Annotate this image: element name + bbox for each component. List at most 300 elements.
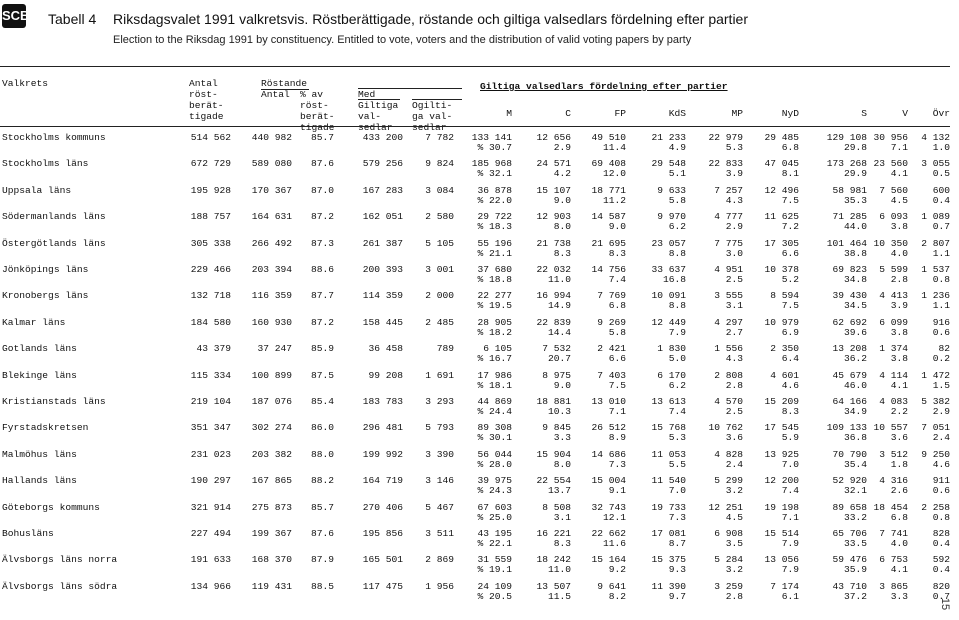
party-votes-value: 12 200 [764, 475, 799, 487]
party-votes-value: 43 710 [832, 580, 867, 592]
party-pct-value: % 22.1 [477, 538, 512, 549]
party-votes-value: 5 284 [714, 554, 743, 566]
rostande-antal-value: 203 382 [251, 448, 292, 460]
party-votes-value: 3 259 [714, 580, 743, 592]
party-votes-value: 14 756 [591, 264, 626, 275]
party-pct-value: 38.8 [843, 247, 867, 259]
party-votes-value: 109 133 [826, 422, 867, 434]
rostande-pct-value: 87.3 [310, 237, 334, 249]
table-row [0, 528, 959, 554]
party-votes-value: 4 413 [879, 290, 908, 302]
party-votes-value: 7 560 [879, 184, 908, 196]
party-votes-value: 15 209 [764, 396, 799, 407]
party-pct-value: 3.6 [725, 432, 743, 444]
party-pct-value: 11.0 [547, 274, 571, 285]
party-votes-value: 18 771 [591, 184, 626, 196]
party-pct-value: % 30.1 [477, 432, 512, 444]
party-pct-value: 35.9 [843, 564, 867, 576]
rostande-antal-value: 116 359 [251, 290, 292, 302]
ogiltiga-value: 1 691 [425, 369, 454, 381]
party-votes-value: 10 378 [764, 264, 799, 275]
party-pct-value: 35.3 [843, 194, 867, 206]
party-votes-value: 58 981 [832, 184, 867, 196]
party-pct-value: % 19.1 [477, 564, 512, 576]
party-votes-value: 13 613 [651, 396, 686, 407]
party-votes-value: 19 198 [764, 501, 799, 513]
party-pct-value: 20.7 [547, 353, 571, 365]
party-pct-value: 5.8 [608, 326, 626, 338]
party-votes-value: 9 250 [921, 448, 950, 460]
party-pct-value: 6.8 [781, 142, 799, 153]
party-pct-value: % 24.3 [477, 485, 512, 497]
party-pct-value: 5.3 [725, 142, 743, 153]
party-pct-value: 0.6 [932, 485, 950, 497]
rostande-pct-value: 88.2 [310, 475, 334, 487]
valkrets-name: Kristianstads läns [2, 396, 106, 407]
valkrets-name: Kronobergs läns [2, 290, 89, 302]
party-votes-value: 2 808 [714, 369, 743, 381]
party-pct-value: 8.7 [668, 538, 686, 549]
party-votes-value: 12 496 [764, 184, 799, 196]
party-votes-value: 39 430 [832, 290, 867, 302]
col-party-5: NyD [781, 108, 799, 119]
party-pct-value: 3.5 [725, 538, 743, 549]
party-votes-value: 7 741 [879, 528, 908, 539]
party-votes-value: 18 881 [536, 396, 571, 407]
rostberattigade-value: 190 297 [190, 475, 231, 487]
table-row [0, 290, 959, 316]
party-votes-value: 6 099 [879, 316, 908, 328]
party-votes-value: 22 277 [477, 290, 512, 302]
party-pct-value: 7.9 [668, 326, 686, 338]
table-row [0, 264, 959, 290]
party-votes-value: 14 587 [591, 211, 626, 223]
giltiga-value: 117 475 [362, 580, 403, 592]
rostberattigade-value: 115 334 [190, 369, 231, 381]
giltiga-value: 200 393 [362, 264, 403, 275]
col-party-7: V [902, 108, 908, 119]
party-votes-value: 26 512 [591, 422, 626, 434]
party-pct-value: 3.2 [725, 564, 743, 576]
giltiga-value: 158 445 [362, 316, 403, 328]
table-row [0, 158, 959, 184]
rostande-antal-value: 100 899 [251, 369, 292, 381]
col-party-1: C [565, 108, 571, 119]
party-pct-value: 12.1 [602, 511, 626, 523]
party-votes-value: 28 905 [477, 316, 512, 328]
party-votes-value: 31 559 [477, 554, 512, 566]
rostande-antal-value: 160 930 [251, 316, 292, 328]
rostberattigade-value: 132 718 [190, 290, 231, 302]
party-pct-value: 33.2 [843, 511, 867, 523]
party-pct-value: 3.8 [890, 221, 908, 233]
party-pct-value: 7.5 [781, 300, 799, 312]
party-pct-value: 11.5 [547, 590, 571, 602]
party-votes-value: 14 686 [591, 448, 626, 460]
party-votes-value: 9 845 [542, 422, 571, 434]
party-votes-value: 4 601 [770, 369, 799, 381]
ogiltiga-value: 3 293 [425, 396, 454, 407]
party-pct-value: 4.6 [932, 458, 950, 470]
party-pct-value: 9.0 [608, 221, 626, 233]
party-votes-value: 5 382 [921, 396, 950, 407]
party-votes-value: 18 454 [873, 501, 908, 513]
med-overline [358, 88, 462, 89]
rostande-pct-value: 88.0 [310, 448, 334, 460]
table-row [0, 211, 959, 237]
party-votes-value: 2 258 [921, 501, 950, 513]
rostande-antal-value: 440 982 [251, 132, 292, 143]
party-votes-value: 1 089 [921, 211, 950, 223]
party-votes-value: 7 403 [597, 369, 626, 381]
valkrets-name: Stockholms kommuns [2, 132, 106, 143]
party-votes-value: 6 908 [714, 528, 743, 539]
party-votes-value: 12 449 [651, 316, 686, 328]
party-votes-value: 29 722 [477, 211, 512, 223]
party-pct-value: 1.1 [932, 300, 950, 312]
party-pct-value: 5.5 [668, 458, 686, 470]
top-rule [0, 66, 950, 67]
party-votes-value: 15 904 [536, 448, 571, 460]
party-votes-value: 65 706 [832, 528, 867, 539]
party-pct-value: 7.4 [781, 485, 799, 497]
party-votes-value: 10 091 [651, 290, 686, 302]
party-pct-value: 16.8 [662, 274, 686, 285]
party-pct-value: 8.3 [781, 406, 799, 417]
col-giltiga: Giltiga val- sedlar [358, 100, 399, 133]
giltiga-value: 162 051 [362, 211, 403, 223]
rostande-antal-value: 187 076 [251, 396, 292, 407]
party-pct-value: % 16.7 [477, 353, 512, 365]
giltiga-value: 433 200 [362, 132, 403, 143]
party-pct-value: 0.4 [932, 564, 950, 576]
party-pct-value: % 30.7 [477, 142, 512, 153]
col-party-group: Giltiga valsedlars fördelning efter partier [480, 81, 728, 92]
party-pct-value: 37.2 [843, 590, 867, 602]
party-pct-value: 4.2 [553, 168, 571, 180]
party-votes-value: 15 004 [591, 475, 626, 487]
valkrets-name: Blekinge läns [2, 369, 77, 381]
party-pct-value: 3.2 [725, 485, 743, 497]
table-row [0, 343, 959, 369]
party-pct-value: 5.2 [781, 274, 799, 285]
party-votes-value: 19 733 [651, 501, 686, 513]
rostberattigade-value: 188 757 [190, 211, 231, 223]
rostande-pct-value: 85.7 [310, 501, 334, 513]
party-votes-value: 600 [932, 184, 950, 196]
rostberattigade-value: 134 966 [190, 580, 231, 592]
valkrets-name: Fyrstadskretsen [2, 422, 89, 434]
party-pct-value: % 25.0 [477, 511, 512, 523]
party-votes-value: 29 485 [764, 132, 799, 143]
party-pct-value: % 22.0 [477, 194, 512, 206]
party-pct-value: 8.8 [668, 247, 686, 259]
rostberattigade-value: 227 494 [190, 528, 231, 539]
rostande-pct-value: 88.6 [310, 264, 334, 275]
valkrets-name: Kalmar läns [2, 316, 66, 328]
party-pct-value: 4.3 [725, 194, 743, 206]
party-pct-value: 46.0 [843, 379, 867, 391]
party-votes-value: 12 251 [708, 501, 743, 513]
party-pct-value: 3.1 [553, 511, 571, 523]
party-votes-value: 1 374 [879, 343, 908, 355]
party-votes-value: 9 269 [597, 316, 626, 328]
party-votes-value: 3 512 [879, 448, 908, 460]
party-pct-value: 1.1 [932, 247, 950, 259]
col-pct-av: % av röst- berät- tigade [300, 89, 335, 133]
ogiltiga-value: 5 467 [425, 501, 454, 513]
party-votes-value: 45 679 [832, 369, 867, 381]
party-votes-value: 13 507 [536, 580, 571, 592]
giltiga-overline [358, 99, 400, 100]
rostberattigade-value: 43 379 [196, 343, 231, 355]
party-votes-value: 49 510 [591, 132, 626, 143]
rostande-antal-value: 589 080 [251, 158, 292, 170]
party-pct-value: 29.8 [843, 142, 867, 153]
party-votes-value: 11 540 [651, 475, 686, 487]
party-votes-value: 5 299 [714, 475, 743, 487]
party-votes-value: 1 472 [921, 369, 950, 381]
col-antal-rostberattigade: Antal röst- berät- tigade [189, 78, 224, 122]
party-votes-value: 7 174 [770, 580, 799, 592]
party-votes-value: 30 956 [873, 132, 908, 143]
party-votes-value: 89 308 [477, 422, 512, 434]
party-votes-value: 17 545 [764, 422, 799, 434]
valkrets-name: Hallands läns [2, 475, 77, 487]
party-pct-value: 2.6 [890, 485, 908, 497]
party-pct-value: 14.4 [547, 326, 571, 338]
party-pct-value: 9.2 [608, 564, 626, 576]
giltiga-value: 261 387 [362, 237, 403, 249]
rostberattigade-value: 229 466 [190, 264, 231, 275]
party-votes-value: 21 738 [536, 237, 571, 249]
party-pct-value: 32.1 [843, 485, 867, 497]
party-votes-value: 22 662 [591, 528, 626, 539]
party-votes-value: 69 408 [591, 158, 626, 170]
party-votes-value: 55 196 [477, 237, 512, 249]
party-votes-value: 9 641 [597, 580, 626, 592]
giltiga-value: 36 458 [368, 343, 403, 355]
party-pct-value: 2.9 [932, 406, 950, 417]
giltiga-value: 270 406 [362, 501, 403, 513]
party-pct-value: 14.9 [547, 300, 571, 312]
party-votes-value: 13 925 [764, 448, 799, 460]
party-pct-value: 8.3 [608, 247, 626, 259]
party-pct-value: 9.7 [668, 590, 686, 602]
party-votes-value: 15 164 [591, 554, 626, 566]
party-votes-value: 1 236 [921, 290, 950, 302]
rostande-pct-value: 87.6 [310, 528, 334, 539]
rostande-pct-value: 85.7 [310, 132, 334, 143]
party-pct-value: 39.6 [843, 326, 867, 338]
rostande-antal-value: 199 367 [251, 528, 292, 539]
party-votes-value: 10 350 [873, 237, 908, 249]
party-pct-value: 33.5 [843, 538, 867, 549]
party-votes-value: 44 869 [477, 396, 512, 407]
ogiltiga-value: 7 782 [425, 132, 454, 143]
party-pct-value: 0.7 [932, 221, 950, 233]
party-votes-value: 89 658 [832, 501, 867, 513]
party-pct-value: 9.3 [668, 564, 686, 576]
party-pct-value: 7.1 [608, 406, 626, 417]
party-votes-value: 1 830 [657, 343, 686, 355]
ogiltiga-value: 3 511 [425, 528, 454, 539]
party-pct-value: 7.5 [608, 379, 626, 391]
party-pct-value: % 24.4 [477, 406, 512, 417]
party-pct-value: 44.0 [843, 221, 867, 233]
party-pct-value: 6.6 [608, 353, 626, 365]
rostberattigade-value: 672 729 [190, 158, 231, 170]
party-pct-value: 6.9 [781, 326, 799, 338]
party-pct-value: 0.4 [932, 538, 950, 549]
party-pct-value: 4.0 [890, 538, 908, 549]
table-row [0, 554, 959, 580]
rostberattigade-value: 321 914 [190, 501, 231, 513]
party-votes-value: 82 [938, 343, 950, 355]
party-pct-value: 7.4 [608, 274, 626, 285]
party-pct-value: 8.1 [781, 168, 799, 180]
party-pct-value: 0.2 [932, 353, 950, 365]
party-pct-value: 6.4 [781, 353, 799, 365]
party-pct-value: 3.3 [553, 432, 571, 444]
party-pct-value: % 32.1 [477, 168, 512, 180]
valkrets-name: Östergötlands läns [2, 237, 106, 249]
party-votes-value: 59 476 [832, 554, 867, 566]
ogiltiga-value: 3 390 [425, 448, 454, 460]
rostande-antal-value: 170 367 [251, 184, 292, 196]
party-pct-value: 4.9 [668, 142, 686, 153]
party-pct-value: 3.8 [890, 353, 908, 365]
party-votes-value: 43 195 [477, 528, 512, 539]
party-pct-value: 4.6 [781, 379, 799, 391]
party-votes-value: 16 221 [536, 528, 571, 539]
party-pct-value: 8.3 [553, 247, 571, 259]
col-ogiltiga: Ogilti- ga val- sedlar [412, 100, 453, 133]
party-pct-value: 7.0 [668, 485, 686, 497]
giltiga-value: 579 256 [362, 158, 403, 170]
giltiga-value: 99 208 [368, 369, 403, 381]
rostberattigade-value: 514 562 [190, 132, 231, 143]
giltiga-value: 167 283 [362, 184, 403, 196]
party-pct-value: 0.7 [932, 590, 950, 602]
rostberattigade-value: 231 023 [190, 448, 231, 460]
rostande-pct-value: 85.4 [310, 396, 334, 407]
rostberattigade-value: 305 338 [190, 237, 231, 249]
party-votes-value: 4 132 [921, 132, 950, 143]
party-votes-value: 9 970 [657, 211, 686, 223]
party-pct-value: 2.8 [725, 379, 743, 391]
party-votes-value: 2 807 [921, 237, 950, 249]
party-pct-value: 5.9 [781, 432, 799, 444]
party-votes-value: 12 656 [536, 132, 571, 143]
party-pct-value: 3.9 [725, 168, 743, 180]
party-pct-value: 5.3 [668, 432, 686, 444]
party-pct-value: 36.8 [843, 432, 867, 444]
rostande-pct-value: 87.0 [310, 184, 334, 196]
rostande-antal-value: 167 865 [251, 475, 292, 487]
party-votes-value: 4 083 [879, 396, 908, 407]
party-votes-value: 18 242 [536, 554, 571, 566]
party-votes-value: 12 903 [536, 211, 571, 223]
valkrets-name: Göteborgs kommuns [2, 501, 100, 513]
party-votes-value: 3 555 [714, 290, 743, 302]
party-pct-value: 5.0 [668, 353, 686, 365]
party-pct-value: 0.8 [932, 274, 950, 285]
party-pct-value: 0.4 [932, 194, 950, 206]
rostande-antal-value: 302 274 [251, 422, 292, 434]
party-pct-value: 7.3 [668, 511, 686, 523]
ogiltiga-value: 2 485 [425, 316, 454, 328]
party-pct-value: 1.5 [932, 379, 950, 391]
party-votes-value: 15 768 [651, 422, 686, 434]
party-votes-value: 22 032 [536, 264, 571, 275]
ogiltiga-value: 3 084 [425, 184, 454, 196]
party-pct-value: 6.8 [890, 511, 908, 523]
rostande-pct-value: 86.0 [310, 422, 334, 434]
party-pct-value: 9.0 [553, 194, 571, 206]
party-votes-value: 10 979 [764, 316, 799, 328]
col-party-0: M [506, 108, 512, 119]
party-pct-value: 2.7 [725, 326, 743, 338]
party-pct-value: 36.2 [843, 353, 867, 365]
party-votes-value: 22 554 [536, 475, 571, 487]
party-votes-value: 3 055 [921, 158, 950, 170]
party-pct-value: 7.3 [608, 458, 626, 470]
party-pct-value: 7.1 [890, 142, 908, 153]
party-votes-value: 4 297 [714, 316, 743, 328]
table-row [0, 475, 959, 501]
party-votes-value: 6 170 [657, 369, 686, 381]
valkrets-name: Älvsborgs läns norra [2, 554, 118, 566]
party-votes-value: 17 081 [651, 528, 686, 539]
party-pct-value: 2.4 [725, 458, 743, 470]
ogiltiga-overline [412, 99, 462, 100]
party-votes-value: 15 514 [764, 528, 799, 539]
page-subtitle: Election to the Riksdag 1991 by constituency. Entitled to vote, voters and the distribution of valid voting papers by party [113, 34, 692, 46]
giltiga-value: 199 992 [362, 448, 403, 460]
party-votes-value: 24 109 [477, 580, 512, 592]
party-votes-value: 129 108 [826, 132, 867, 143]
party-pct-value: 4.3 [725, 353, 743, 365]
party-pct-value: % 18.8 [477, 274, 512, 285]
party-votes-value: 64 166 [832, 396, 867, 407]
party-pct-value: 4.1 [890, 564, 908, 576]
party-votes-value: 13 208 [832, 343, 867, 355]
rostberattigade-value: 184 580 [190, 316, 231, 328]
party-votes-value: 4 114 [879, 369, 908, 381]
party-pct-value: 34.5 [843, 300, 867, 312]
party-votes-value: 6 105 [483, 343, 512, 355]
col-party-2: FP [614, 108, 626, 119]
page-title: Riksdagsvalet 1991 valkretsvis. Röstberättigade, röstande och giltiga valsedlars fördelning efter partier [113, 11, 749, 27]
party-pct-value: 3.8 [890, 326, 908, 338]
ogiltiga-value: 5 793 [425, 422, 454, 434]
rostande-pct-value: 87.9 [310, 554, 334, 566]
party-pct-value: 4.0 [890, 247, 908, 259]
party-votes-value: 13 010 [591, 396, 626, 407]
ogiltiga-value: 2 869 [425, 554, 454, 566]
party-pct-value: % 18.2 [477, 326, 512, 338]
party-pct-value: 8.0 [553, 458, 571, 470]
rostande-pct-value: 87.2 [310, 211, 334, 223]
party-pct-value: % 28.0 [477, 458, 512, 470]
party-pct-value: 11.6 [602, 538, 626, 549]
ogiltiga-value: 2 000 [425, 290, 454, 302]
party-pct-value: 11.2 [602, 194, 626, 206]
party-pct-value: 0.5 [932, 168, 950, 180]
party-votes-value: 4 777 [714, 211, 743, 223]
party-votes-value: 62 692 [832, 316, 867, 328]
